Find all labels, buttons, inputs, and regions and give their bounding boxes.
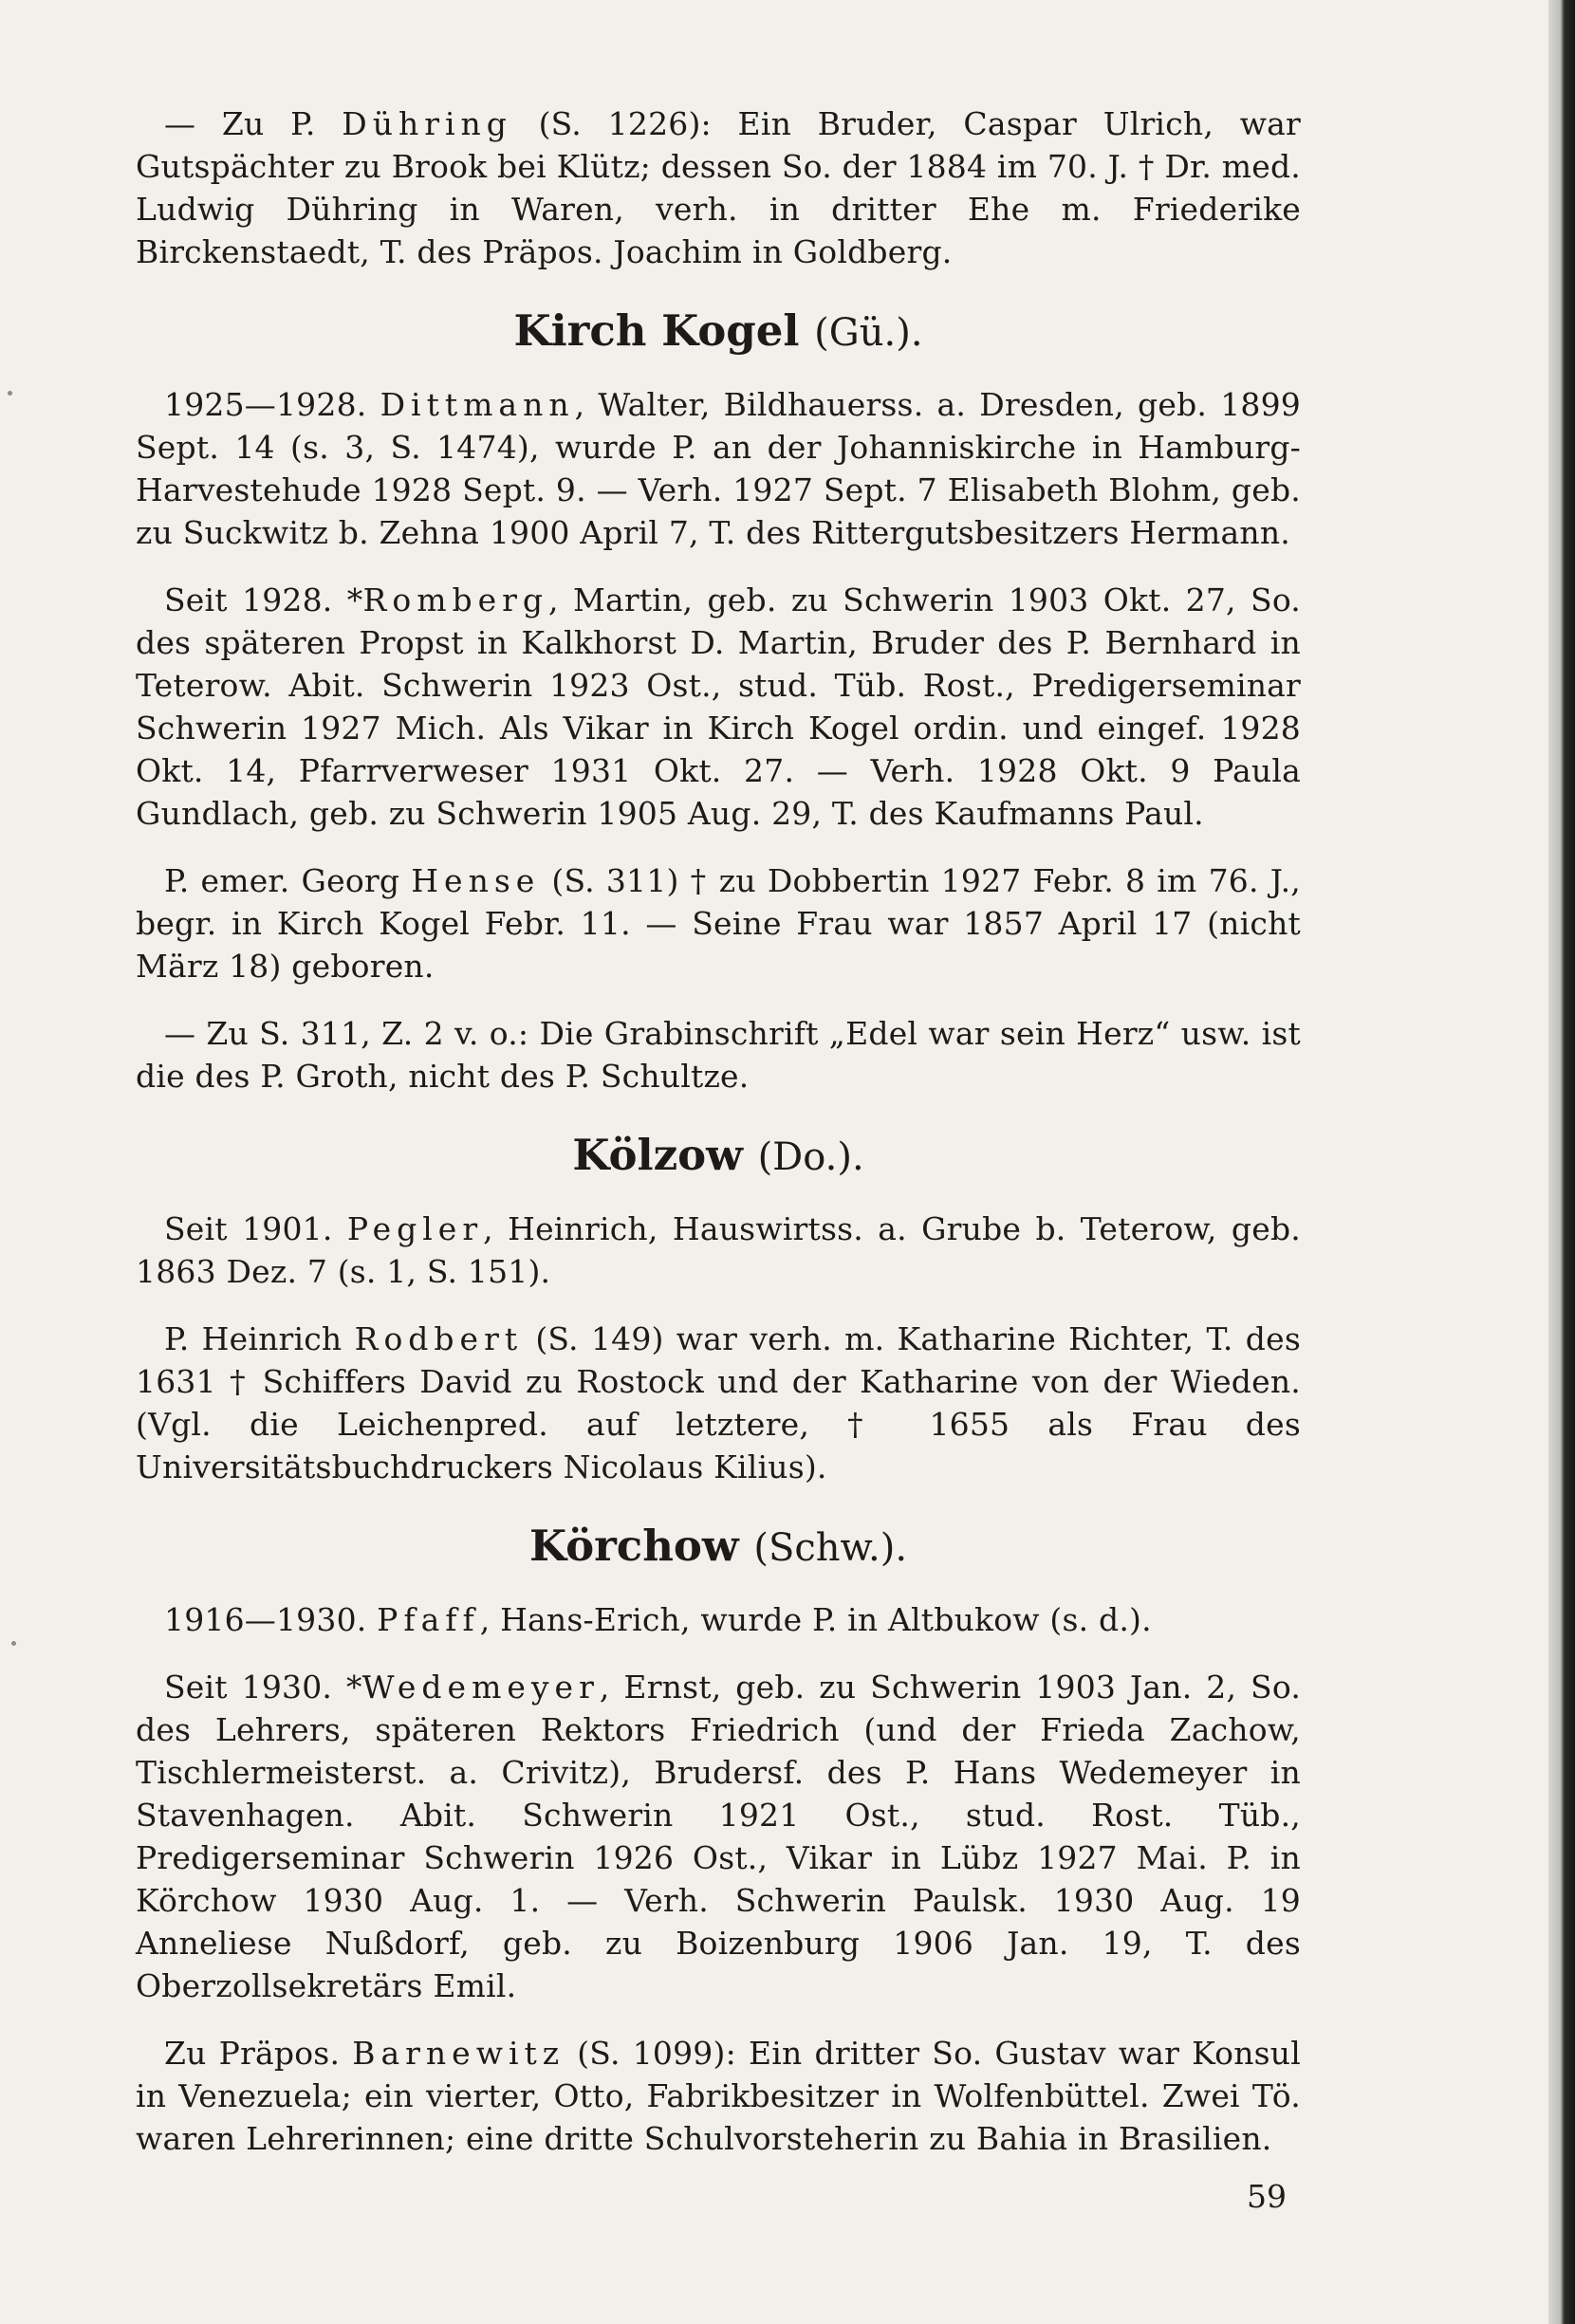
entry-pegler: Seit 1901. Pegler, Heinrich, Hauswirtss. a. Grube b. Teterow, geb. 1863 Dez. 7 (s. 1, S. 151).	[136, 1210, 1301, 1290]
entry-dittmann: 1925—1928. Dittmann, Walter, Bildhauerss. a. Dresden, geb. 1899 Sept. 14 (s. 3, S. 1474), wurde P. an der Johanniskirche in Hamburg-Harvestehude 1928 Sept. 9. — Verh. 1927 Sept. 7 Elisabeth Blohm, geb. zu Suckwitz b. Zehna 1900 April 7, T. des Rittergutsbesitzers Hermann.	[136, 386, 1301, 551]
heading-koelzow: Kölzow (Do.).	[572, 1130, 864, 1180]
heading-koerchow: Körchow (Schw.).	[528, 1521, 908, 1571]
page-text	[136, 102, 1301, 2185]
entry-grabinschrift: — Zu S. 311, Z. 2 v. o.: Die Grabinschrift „Edel war sein Herz“ usw. ist die des P. Groth, nicht des P. Schultze.	[136, 1015, 1301, 1095]
entry-barnewitz: Zu Präpos. Barnewitz (S. 1099): Ein dritter So. Gustav war Konsul in Venezuela; ein vierter, Otto, Fabrikbesitzer in Wolfenbüttel. Zwei Tö. waren Lehrerinnen; eine dritte Schulvorsteherin zu Bahia in Brasilien.	[136, 2035, 1301, 2157]
entry-hense: P. emer. Georg Hense (S. 311) † zu Dobbertin 1927 Febr. 8 im 76. J., begr. in Kirch Kogel Febr. 11. — Seine Frau war 1857 April 17 (nicht März 18) geboren.	[136, 862, 1301, 985]
entry-duehring: — Zu P. Dühring (S. 1226): Ein Bruder, Caspar Ulrich, war Gutspächter zu Brook bei Klütz; dessen So. der 1884 im 70. J. † Dr. med. Ludwig Dühring in Waren, verh. in dritter Ehe m. Friederike Birckenstaedt, T. des Präpos. Joachim in Goldberg.	[136, 105, 1301, 270]
entry-wedemeyer: Seit 1930. *Wedemeyer, Ernst, geb. zu Schwerin 1903 Jan. 2, So. des Lehrers, späteren Rektors Friedrich (und der Frieda Zachow, Tischlermeisterst. a. Crivitz), Brudersf. des P. Hans Wedemeyer in Stavenhagen. Abit. Schwerin 1921 Ost., stud. Rost. Tüb., Predigerseminar Schwerin 1926 Ost., Vikar in Lübz 1927 Mai. P. in Körchow 1930 Aug. 1. — Verh. Schwerin Paulsk. 1930 Aug. 19 Anneliese Nußdorf, geb. zu Boizenburg 1906 Jan. 19, T. des Oberzollsekretärs Emil.	[136, 1669, 1302, 2004]
page-number: 59	[1247, 2178, 1287, 2215]
page-binding-edge	[1548, 0, 1575, 2324]
paper-speck	[8, 391, 12, 396]
entry-pfaff: 1916—1930. Pfaff, Hans-Erich, wurde P. in Altbukow (s. d.).	[164, 1601, 1152, 1638]
entry-rodbert: P. Heinrich Rodbert (S. 149) war verh. m. Katharine Richter, T. des 1631 † Schiffers David zu Rostock und der Katharine von der Wieden. (Vgl. die Leichenpred. auf letztere, † 1655 als Frau des Universitätsbuchdruckers Nicolaus Kilius).	[136, 1320, 1301, 1485]
entry-romberg: Seit 1928. *Romberg, Martin, geb. zu Schwerin 1903 Okt. 27, So. des späteren Propst in Kalkhorst D. Martin, Bruder des P. Bernhard in Teterow. Abit. Schwerin 1923 Ost., stud. Tüb. Rost., Predigerseminar Schwerin 1927 Mich. Als Vikar in Kirch Kogel ordin. und eingef. 1928 Okt. 14, Pfarrverweser 1931 Okt. 27. — Verh. 1928 Okt. 9 Paula Gundlach, geb. zu Schwerin 1905 Aug. 29, T. des Kaufmanns Paul.	[136, 581, 1301, 832]
paper-speck	[11, 1641, 16, 1646]
heading-kirch-kogel: Kirch Kogel (Gü.).	[513, 305, 923, 356]
